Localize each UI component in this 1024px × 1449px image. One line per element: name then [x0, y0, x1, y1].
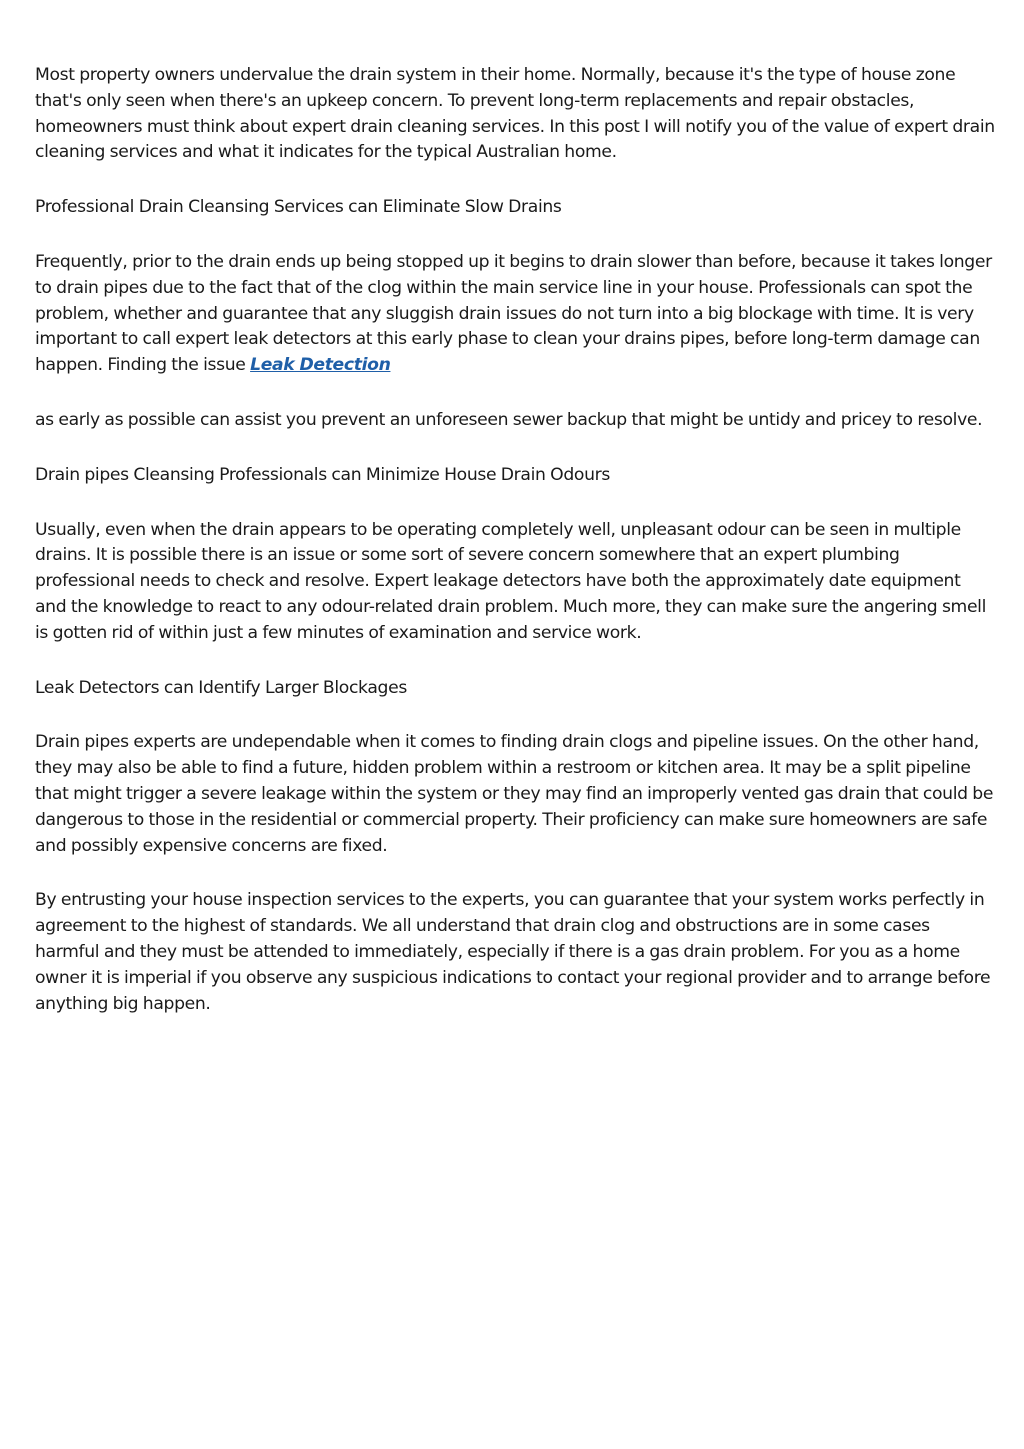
blockages-paragraph: Drain pipes experts are undependable when it comes to finding drain clogs and pipeline issues. On the other hand, they may also be able to find a future, hidden problem within a restroom or kitchen area. It may be a split pipeline that might trigger a severe leakage within the system or they may find an improperly vented gas drain that could be dangerous to those in the residential or commercial property. Their proficiency can make sure homeowners are safe and possibly expensive concerns are fixed. [35, 732, 994, 856]
document-page [35, 63, 995, 1046]
conclusion-paragraph: By entrusting your house inspection services to the experts, you can guarantee that your system works perfectly in agreement to the highest of standards. We all understand that drain clog and obstructions are in some cases harmful and they must be attended to immediately, especially if there is a gas drain problem. For you as a home owner it is imperial if you observe any suspicious indications to contact your regional provider and to arrange before anything big happen. [35, 890, 991, 1014]
odours-paragraph: Usually, even when the drain appears to be operating completely well, unpleasant odour can be seen in multiple drains. It is possible there is an issue or some sort of severe concern somewhere that an expert plumbing professional needs to check and resolve. Expert leakage detectors have both the approximately date equipment and the knowledge to react to any odour-related drain problem. Much more, they can make sure the angering smell is gotten rid of within just a few minutes of examination and service work. [35, 519, 987, 643]
intro-paragraph: Most property owners undervalue the drain system in their home. Normally, because it's the type of house zone that's only seen when there's an upkeep concern. To prevent long-term replacements and repair obstacles, homeowners must think about expert drain cleaning services. In this post I will notify you of the value of expert drain cleaning services and what it indicates for the typical Australian home. [35, 65, 995, 163]
section-heading-blockages: Leak Detectors can Identify Larger Blockages [35, 677, 407, 698]
section-heading-slow-drains: Professional Drain Cleansing Services can Eliminate Slow Drains [35, 197, 562, 218]
slow-drains-text: Frequently, prior to the drain ends up being stopped up it begins to drain slower than before, because it takes longer to drain pipes due to the fact that of the clog within the main service line in your house. Professionals can spot the problem, whether and guarantee that any sluggish drain issues do not turn into a big blockage with time. It is very important to call expert leak detectors at this early phase to clean your drains pipes, before long-term damage can happen. Finding the issue [35, 251, 992, 376]
section-heading-odours: Drain pipes Cleansing Professionals can Minimize House Drain Odours [35, 464, 610, 485]
leak-detection-link[interactable]: Leak Detection [250, 355, 391, 376]
slow-drains-paragraph [35, 250, 995, 379]
sewer-backup-paragraph: as early as possible can assist you prevent an unforeseen sewer backup that might be untidy and pricey to resolve. [35, 409, 983, 430]
